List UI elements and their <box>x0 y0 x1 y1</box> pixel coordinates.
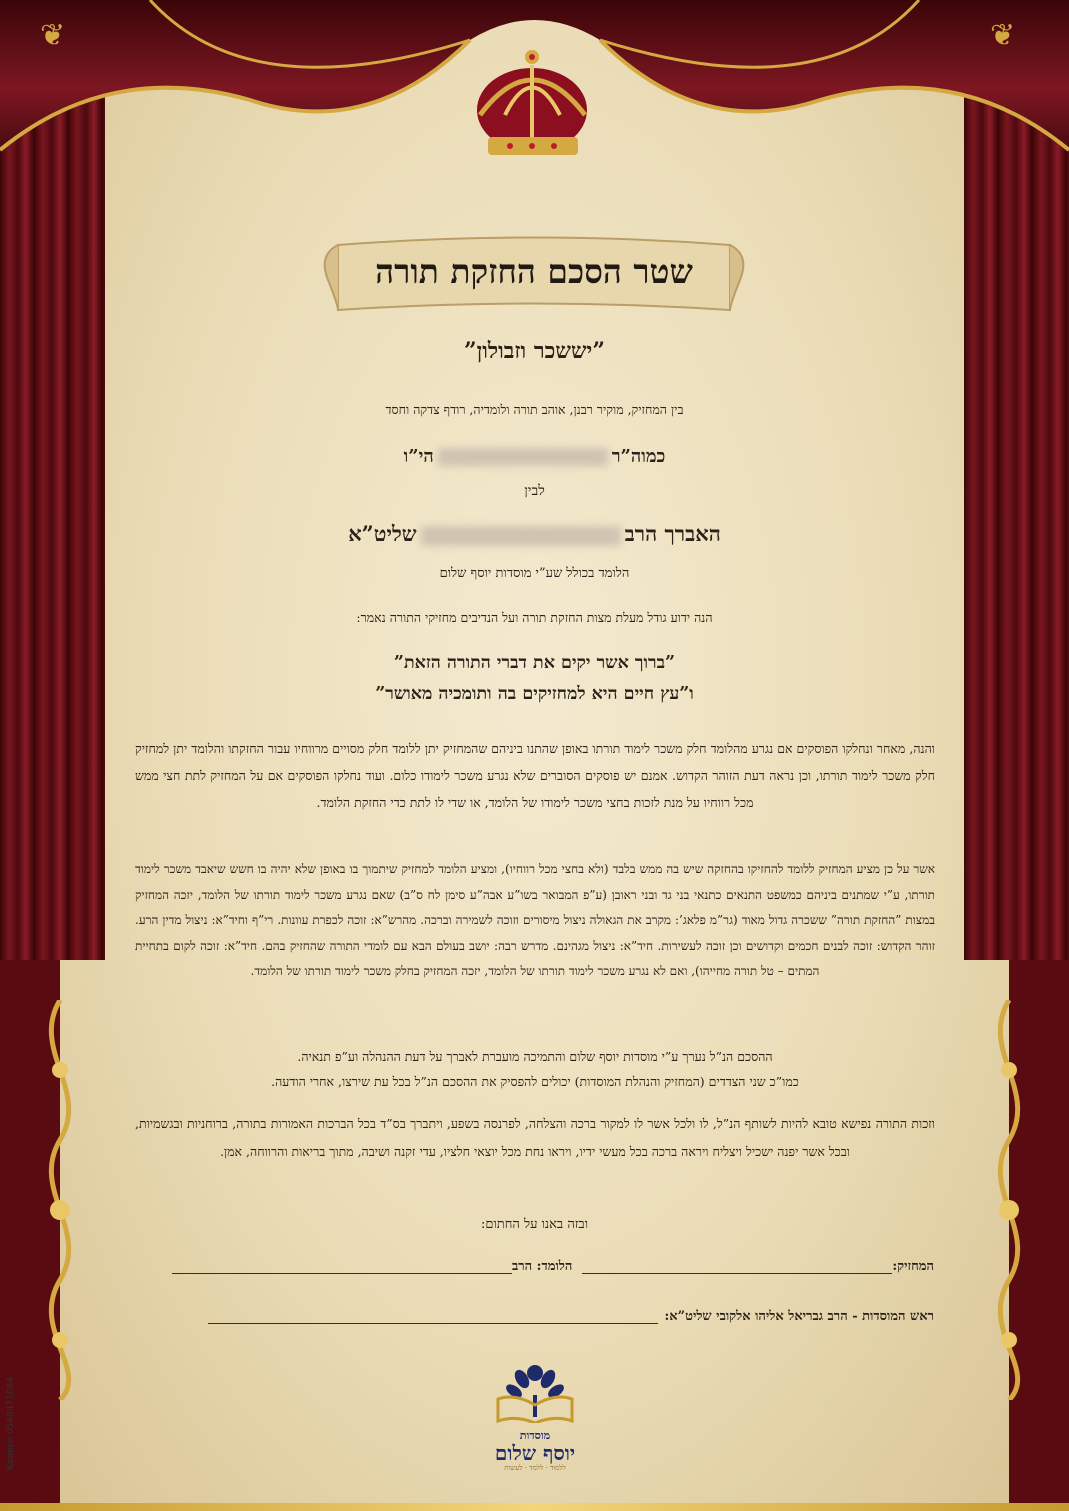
lven-line: לבין <box>524 483 545 499</box>
student-line: הלומד בכולל שע”י מוסדות יוסף שלום <box>439 566 630 581</box>
logo-main-text: יוסף שלום <box>494 1441 576 1465</box>
corner-flourish-right: ❦ <box>990 18 1016 53</box>
supporter-suffix: הי”ו <box>403 446 434 467</box>
gold-ornament-right <box>974 1000 1044 1400</box>
logo-tagline: ללמוד · ללמד · לעשות <box>504 1464 566 1472</box>
document-subtitle: ”יששכר וזבולון” <box>464 338 605 364</box>
signature-row-2 <box>134 1307 934 1324</box>
redacted-supporter-name <box>438 448 608 466</box>
paragraph-2: אשר על כן מציע המחזיק ללומד להחזיקו בהחזקה שיש בה ממש בלבד (ולא בחצי מכל רווחיו), ומציע הלומד למחזיק שיתמוך בו באופן שלא יהיה בו חשש שיאבד משכר לימוד תורתו, ע”י שמתנים ביניהם כמשפט התנאים כתנאי בני גד ובני ראובן (ע”פ המבואר בשו”ע אבה”ע סימן לח ס”ב) שאם נגרע משכר לימוד תורתו של הלומד, יזכה המחזיק במצות ”החזקת תורה” ששכרה גדול מאוד (גר”מ פלאג’: מקרב את הגאולה ניצול מיסורים וזוכה לשמירה וברכה. מהרש”א: זוכה לכפרת עוונות. רי”ף וחיד”א: ניצול מדין הרע. זוהר הקדוש: זוכה לבנים חכמים וקדושים וכן זוכה לעשירות. חיד”א: ניצול מגהינם. מדרש רבה: יושב בעולם הבא עם לומדי התורה שהחזיק בהם. חיד”א: זוכה לקום בתחיית המתים – טל תורה מחייהו), ואם לא נגרע משכר לימוד תורתו של הלומד, יזכה המחזיק בחלק משכר לימוד תורתו של הלומד. <box>135 862 935 978</box>
supporter-name-line <box>200 446 869 467</box>
crown-icon <box>460 45 605 165</box>
tree-book-icon <box>490 1355 580 1423</box>
printer-credit: Kadesh 0548471084 <box>6 1376 16 1470</box>
document-title: שטר הסכם החזקת תורה <box>375 252 693 291</box>
paragraph-3a: ההסכם הנ”ל נערך ע”י מוסדות יוסף שלום והתמיכה מועברת לאברך על דעת ההנהלה וע”פ תנאיה. <box>297 1049 773 1064</box>
paragraph-3b: כמו”כ שני הצדדים (המחזיק והנהלת המוסדות) יכולים להפסיק את ההסכם הנ”ל בכל עת שירצו, אחרי הודעה. <box>271 1074 799 1089</box>
head-signature-line[interactable] <box>208 1307 658 1324</box>
student-signature-label: הלומד: הרב <box>512 1259 573 1274</box>
bottom-gold-bar <box>0 1503 1069 1511</box>
paragraph-1: והנה, מאחר ונחלקו הפוסקים אם נגרע מהלומד חלק משכר לימוד תורתו באופן שהתנו ביניהם שהמחזיק יתן ללומד חלק מסויים מרווחיו עבור החזקתו והלומד יתן למחזיק חלק משכר לימוד תורתו, וכן נראה דעת הזוהר הקדוש. אמנם יש פוסקים הסוברים שלא נגרע משכר לימודו כלום. ועוד נחלקו הפוסקים אם על המחזיק לתת חצי ממש מכל רווחיו על מנת לזכות בחצי משכר לימודו של הלומד, או שדי לו לתת כדי החזקת הלומד. <box>135 741 935 810</box>
between-line: בין המחזיק, מוקיר רבנן, אוהב תורה ולומדיה, רודף צדקה וחסד <box>385 402 684 417</box>
scholar-suffix: שליט”א <box>348 521 417 546</box>
supporter-prefix: כמוה”ר <box>611 446 666 467</box>
head-signature-label: ראש המוסדות - הרב גבריאל אליהו אלקובי שליט”א: <box>664 1309 934 1324</box>
supporter-signature-label: המחזיק: <box>892 1259 934 1274</box>
gold-ornament-left <box>25 1000 95 1400</box>
redacted-scholar-name <box>421 526 621 546</box>
intro-line: הנה ידוע גודל מעלת מצות החזקת תורה ועל הנדיבים מחזיקי התורה נאמר: <box>356 610 713 625</box>
corner-flourish-left: ❦ <box>40 18 66 53</box>
scholar-prefix: האברך הרב <box>624 521 721 546</box>
quote-line-1: ”ברוך אשר יקים את דברי התורה הזאת” <box>393 653 676 673</box>
institution-logo <box>480 1355 590 1480</box>
signature-row-1 <box>134 1257 934 1274</box>
student-signature-line[interactable] <box>172 1257 512 1274</box>
paragraph-3 <box>135 1044 935 1094</box>
supporter-signature-line[interactable] <box>582 1257 892 1274</box>
paragraph-4: וזכות התורה נפישא טובא להיות לשותף הנ”ל, לו ולכל אשר לו למקור ברכה והצלחה, לפרנסה בשפע, ויתברך בס”ד בכל הברכות האמורות בתורה, ברוחניות ובגשמיות, ובכל אשר יפנה ישכיל ויצליח ויראה ברכה בכל מעשי ידיו, ויראו נחת מכל יוצאי חלציו, עדי זקנה ושיבה, מתוך בריאות והרווחה, אמן. <box>135 1116 935 1159</box>
logo-small-text: מוסדות <box>519 1429 551 1442</box>
scholar-name-line <box>200 521 869 547</box>
signature-intro: ובזה באנו על החתום: <box>480 1217 589 1232</box>
quote-line-2: ו”עץ חיים היא למחזיקים בה ותומכיה מאושר” <box>375 684 694 704</box>
